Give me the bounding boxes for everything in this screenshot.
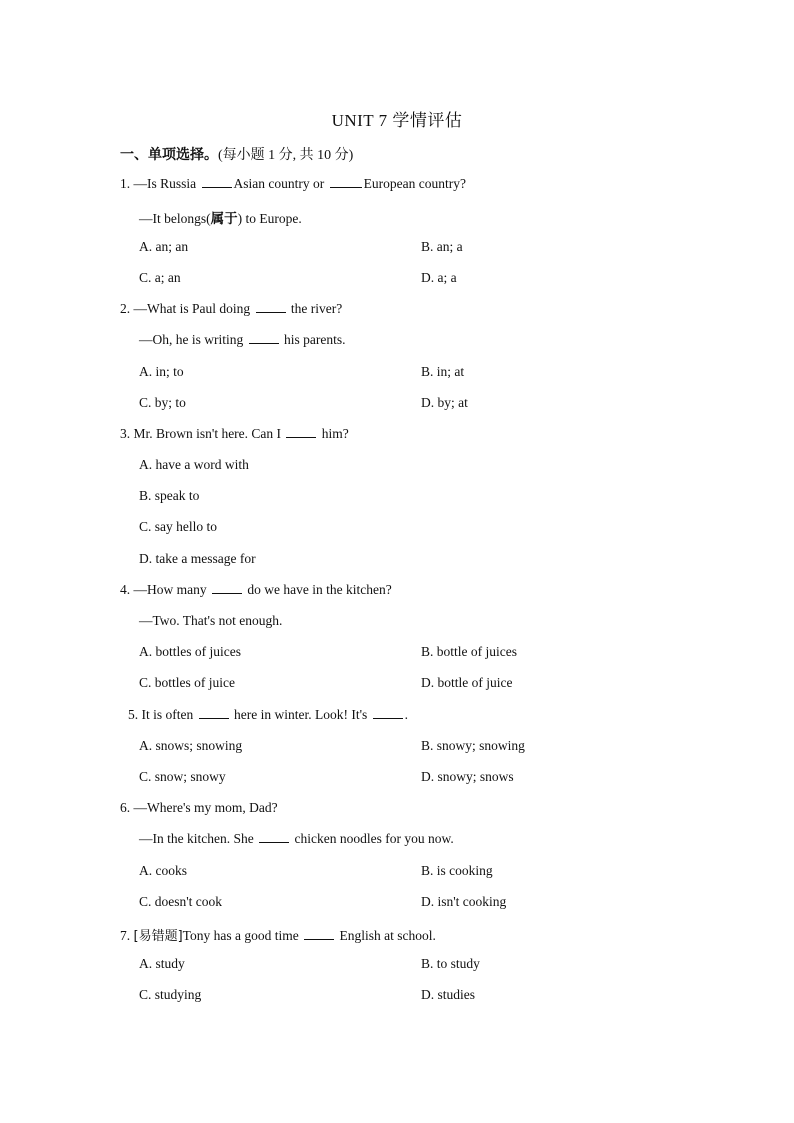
question-number: 7.	[120, 928, 134, 943]
answer-blank	[202, 176, 232, 188]
q5-option-a[interactable]: A. snows; snowing	[139, 738, 243, 753]
question-6-reply	[139, 831, 454, 847]
question-text: 5. It is often	[128, 707, 197, 722]
answer-blank	[249, 332, 279, 344]
answer-blank	[286, 426, 316, 438]
q3-option-b[interactable]: B. speak to	[139, 488, 200, 503]
section-title: 一、单项选择。	[120, 148, 218, 163]
question-text: 1. —Is Russia	[120, 176, 200, 191]
q3-option-a[interactable]: A. have a word with	[139, 457, 249, 472]
q4-option-c[interactable]: C. bottles of juice	[139, 675, 235, 690]
q6-option-d[interactable]: D. isn't cooking	[421, 894, 507, 909]
q1-option-a[interactable]: A. an; an	[139, 239, 189, 254]
q2-option-c[interactable]: C. by; to	[139, 395, 186, 410]
q6-option-c[interactable]: C. doesn't cook	[139, 894, 223, 909]
answer-blank	[199, 707, 229, 719]
q6-option-a[interactable]: A. cooks	[139, 863, 187, 878]
question-tag: [易错题]	[133, 929, 183, 944]
question-3	[120, 426, 349, 442]
answer-blank	[259, 831, 289, 843]
reply-text: his parents.	[280, 332, 346, 347]
q2-option-b[interactable]: B. in; at	[421, 364, 465, 379]
reply-text: —In the kitchen. She	[139, 831, 258, 846]
question-text: the river?	[287, 301, 343, 316]
q1-option-c[interactable]: C. a; an	[139, 270, 181, 285]
question-text: Asian country or	[233, 176, 328, 191]
q3-option-c[interactable]: C. say hello to	[139, 519, 217, 534]
q7-option-b[interactable]: B. to study	[421, 956, 480, 971]
question-text: 3. Mr. Brown isn't here. Can I	[120, 426, 285, 441]
q4-option-d[interactable]: D. bottle of juice	[421, 675, 513, 690]
question-2	[120, 301, 342, 317]
page-title: UNIT 7 学情评估	[331, 111, 463, 130]
q4-option-b[interactable]: B. bottle of juices	[421, 644, 517, 659]
q3-option-d[interactable]: D. take a message for	[139, 551, 256, 566]
question-4	[120, 582, 392, 598]
question-text: here in winter. Look! It's	[230, 707, 371, 722]
question-text: English at school.	[336, 928, 436, 943]
answer-blank	[373, 707, 403, 719]
q1-option-b[interactable]: B. an; a	[421, 239, 463, 254]
question-text: Tony has a good time	[182, 928, 303, 943]
reply-text: —It belongs(	[139, 211, 211, 226]
section-heading	[120, 144, 353, 164]
reply-text: ) to Europe.	[237, 211, 302, 226]
question-7	[120, 925, 436, 944]
question-text: do we have in the kitchen?	[244, 582, 392, 597]
answer-blank	[304, 928, 334, 940]
q5-option-b[interactable]: B. snowy; snowing	[421, 738, 525, 753]
q6-option-b[interactable]: B. is cooking	[421, 863, 493, 878]
question-text: .	[404, 707, 409, 722]
q2-option-d[interactable]: D. by; at	[421, 395, 468, 410]
reply-text: chicken noodles for you now.	[291, 831, 454, 846]
answer-blank	[330, 176, 362, 188]
q5-option-c[interactable]: C. snow; snowy	[139, 769, 226, 784]
question-5	[128, 707, 408, 723]
question-1	[120, 176, 466, 192]
question-text: him?	[318, 426, 349, 441]
q4-option-a[interactable]: A. bottles of juices	[139, 644, 241, 659]
answer-blank	[212, 582, 242, 594]
answer-blank	[256, 301, 286, 313]
q7-option-a[interactable]: A. study	[139, 956, 185, 971]
question-text: 4. —How many	[120, 582, 210, 597]
q7-option-d[interactable]: D. studies	[421, 987, 475, 1002]
q5-option-d[interactable]: D. snowy; snows	[421, 769, 514, 784]
question-text: 2. —What is Paul doing	[120, 301, 254, 316]
question-6: 6. —Where's my mom, Dad?	[120, 800, 278, 815]
q1-option-d[interactable]: D. a; a	[421, 270, 457, 285]
question-1-reply	[139, 207, 302, 227]
q7-option-c[interactable]: C. studying	[139, 987, 202, 1002]
reply-text: —Oh, he is writing	[139, 332, 247, 347]
question-text: European country?	[363, 176, 466, 191]
q2-option-a[interactable]: A. in; to	[139, 364, 184, 379]
question-4-reply: —Two. That's not enough.	[139, 613, 283, 628]
question-2-reply	[139, 332, 346, 348]
chinese-gloss: 属于	[210, 211, 238, 227]
section-note: (每小题 1 分, 共 10 分)	[218, 148, 354, 163]
